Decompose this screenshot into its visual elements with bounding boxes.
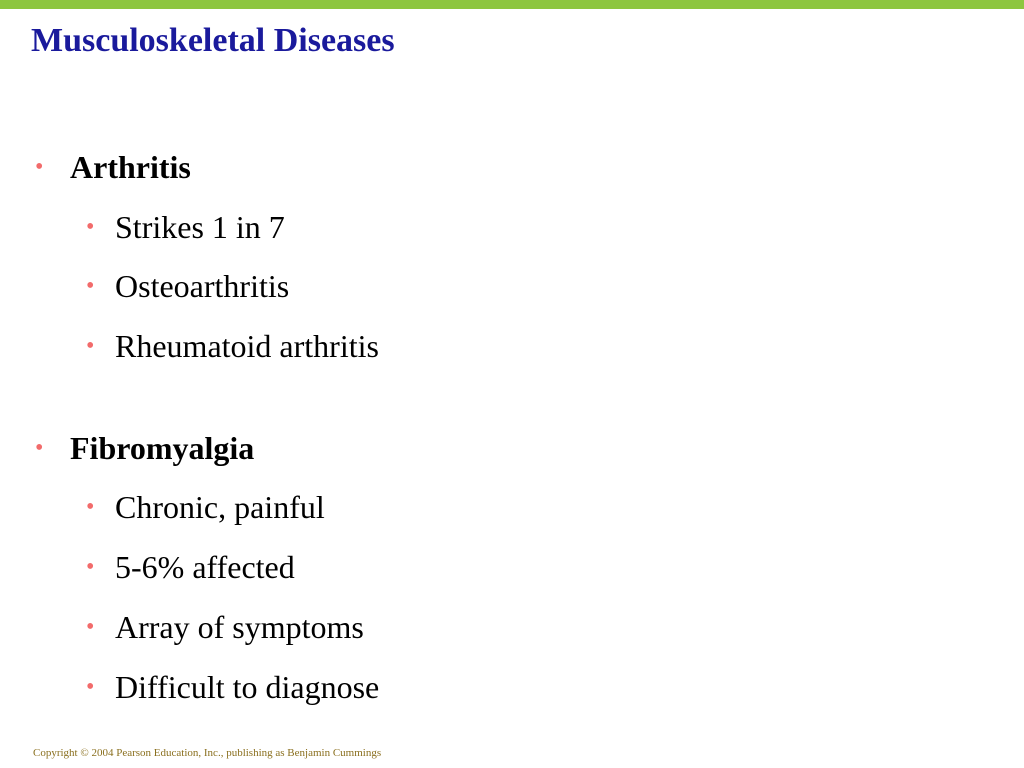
bullet-text: Array of symptoms: [115, 609, 364, 645]
bullet-text: Chronic, painful: [115, 489, 325, 525]
bullet-text: Arthritis: [70, 149, 191, 185]
bullet-dot-icon: •: [35, 435, 44, 461]
bullet-item-affected: [86, 547, 295, 587]
bullet-text: Rheumatoid arthritis: [115, 328, 379, 364]
copyright-footer: Copyright © 2004 Pearson Education, Inc., publishing as Benjamin Cummings: [33, 747, 382, 759]
bullet-dot-icon: •: [86, 614, 95, 640]
bullet-dot-icon: •: [86, 333, 95, 359]
bullet-item-osteoarthritis: [86, 266, 289, 306]
bullet-text: 5-6% affected: [115, 549, 295, 585]
bullet-text: Difficult to diagnose: [115, 669, 380, 705]
bullet-dot-icon: •: [35, 154, 44, 180]
bullet-item-diagnose: [86, 667, 379, 707]
bullet-item-strikes: [86, 207, 285, 247]
bullet-text: Strikes 1 in 7: [115, 209, 285, 245]
bullet-dot-icon: •: [86, 273, 95, 299]
bullet-item-chronic: [86, 487, 325, 527]
bullet-dot-icon: •: [86, 494, 95, 520]
bullet-text: Osteoarthritis: [115, 268, 290, 304]
bullet-item-rheumatoid: [86, 326, 379, 366]
bullet-item-fibromyalgia: [35, 428, 254, 468]
bullet-text: Fibromyalgia: [70, 430, 255, 466]
slide-title: Musculoskeletal Diseases: [31, 22, 395, 59]
bullet-dot-icon: •: [86, 674, 95, 700]
bullet-dot-icon: •: [86, 554, 95, 580]
bullet-item-symptoms: [86, 607, 364, 647]
bullet-item-arthritis: [35, 147, 191, 187]
bullet-dot-icon: •: [86, 214, 95, 240]
